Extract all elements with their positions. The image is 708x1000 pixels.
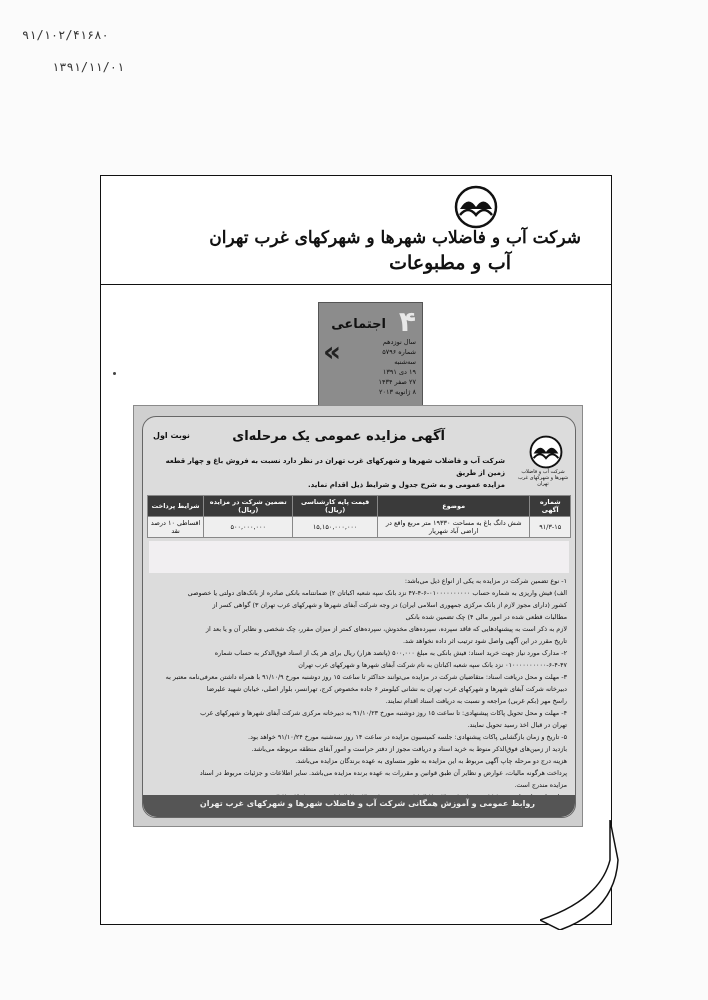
col-guarantee: تضمین شرکت در مزایده (ریال) <box>204 496 293 517</box>
intro-line: شرکت آب و فاضلاب شهرها و شهرکهای غرب تهران در نظر دارد نسبت به فروش باغ و چهار قطعه زمین از طریق <box>165 457 505 477</box>
body-line: ۲- مدارک مورد نیاز جهت خرید اسناد: فیش بانکی به مبلغ ۵۰۰,۰۰۰ (پانصد هزار) ریال برای هر یک از اسناد فوق‌الذکر به حساب شماره <box>214 649 567 657</box>
ad-footer <box>143 795 575 817</box>
ad-logo-caption: شرکت آب و فاضلاب شهرها و شهرکهای غرب تهران <box>517 469 569 487</box>
body-line: ۱- نوع تضمین شرکت در مزایده به یکی از انواع ذیل می‌باشد: <box>404 577 567 585</box>
body-line: هزینه درج دو مرحله چاپ آگهی مربوط به این مزایده به طور متساوی به عهده برندگان مزایده می‌باشد. <box>295 757 567 765</box>
company-name: شرکت آب و فاضلاب شهرها و شهرکهای غرب تهران <box>209 228 581 248</box>
body-line: دبیرخانه شرکت آبفای شهرها و شهرکهای غرب تهران به نشانی کیلومتر ۶ جاده مخصوص کرج، تهرانسر، بلوار اصلی، خیابان شهید علیرضا <box>206 685 567 693</box>
ad-conditions <box>151 575 567 803</box>
newspaper-section: اجتماعی <box>331 317 386 332</box>
water-waves-logo-icon <box>454 185 498 229</box>
cell-base-price: ۱۵,۱۵۰,۰۰۰,۰۰۰ <box>293 517 378 538</box>
letterhead <box>101 176 611 285</box>
col-subject: موضوع <box>377 496 529 517</box>
body-line: مزایده مندرج است. <box>514 781 567 789</box>
page-number: ۴ <box>398 305 416 338</box>
section-title: آب و مطبوعات <box>389 252 511 274</box>
page-curl <box>540 820 620 930</box>
info-line: سه‌شنبه <box>394 358 416 366</box>
body-line: پرداخت هرگونه مالیات، عوارض و نظایر آن طبق قوانین و مقررات به عهده برنده مزایده می‌باشد. سایر اطلاعات و جزئیات مربوط در اسناد <box>199 769 567 777</box>
body-line: لازم به ذکر است به پیشنهادهایی که فاقد سپرده، سپرده‌های مخدوش، سپرده‌های کمتر از میزان مقرر، چک شخصی و نظایر آن و یا بعد از <box>205 625 567 633</box>
body-line: ۴- مهلت و محل تحویل پاکات پیشنهادی: تا ساعت ۱۵ روز دوشنبه مورخ ۹۱/۱۰/۲۳ به دبیرخانه مرکزی شرکت آبفای شهرها و شهرکهای غرب <box>200 709 567 717</box>
cell-ad-number: ۹۱/۳-۱۵ <box>530 517 571 538</box>
body-line: ۰۱۰۰۰۰۰۰۰۰۰۰-۶-۴-۴۷ نزد بانک سپه شعبه اکباتان به نام شرکت آبفای شهرها و شهرکهای غرب تهران <box>298 661 567 669</box>
cell-payment-terms: اقساطی ۱۰ درصد نقد <box>148 517 204 538</box>
info-line: سال نوزدهم <box>382 338 416 346</box>
body-line: ۵- تاریخ و زمان بازگشایی پاکات پیشنهادی: جلسه کمیسیون مزایده در ساعت ۱۴ روز سه‌شنبه مورخ ۹۱/۱۰/۲۴ خواهد بود. <box>248 733 567 741</box>
ad-footer-text: روابط عمومی و آموزش همگانی شرکت آب و فاضلاب شهرها و شهرکهای غرب تهران <box>199 799 535 808</box>
body-line: تهران در قبال اخذ رسید تحویل نمایند. <box>467 721 567 729</box>
cell-subject: شش دانگ باغ به مساحت ۱۹۳۳۰ متر مربع واقع در اراضی آباد شهریار <box>377 517 529 538</box>
info-line: ۲۷ صفر ۱۴۳۴ <box>378 378 416 386</box>
ad-title: آگهی مزایده عمومی یک مرحله‌ای <box>232 429 445 444</box>
col-ad-number: شماره آگهی <box>530 496 571 517</box>
body-line: الف) فیش واریزی به شماره حساب ۰۱۰۰۰۰۰۰۰۰۰۰-۶-۴-۴۷ نزد بانک سپه شعبه اکباتان ۲) ضمانتنامه بانکی صادره از بانک‌های دولتی یا خصوصی <box>187 589 567 597</box>
info-line: شماره ۵۷۹۶ <box>382 348 416 356</box>
body-line: ۳- مهلت و محل دریافت اسناد: متقاضیان شرکت در مزایده می‌توانند حداکثر تا ساعت ۱۵ روز دوشنبه مورخ ۹۱/۱۰/۹ با همراه داشتن معرفی‌نامه معتبر به <box>165 673 567 681</box>
water-waves-logo-icon <box>527 435 565 469</box>
newspaper-info <box>379 337 416 397</box>
redacted-area <box>149 541 569 573</box>
speck <box>113 372 116 375</box>
col-base-price: قیمت پایه کارشناسی (ریال) <box>293 496 378 517</box>
auction-advertisement <box>133 405 583 827</box>
newspaper-masthead-clip <box>318 302 423 406</box>
body-line: تاریخ مقرر در این آگهی واصل شود ترتیب اثر داده نخواهد شد. <box>402 637 567 645</box>
double-chevron-icon: « <box>323 335 342 368</box>
cell-guarantee: ۵۰۰,۰۰۰,۰۰۰ <box>204 517 293 538</box>
table-row <box>148 517 571 538</box>
ad-panel <box>142 416 576 818</box>
col-payment-terms: شرایط پرداخت <box>148 496 204 517</box>
intro-line: مزایده عمومی و به شرح جدول و شرایط ذیل اقدام نماید. <box>308 481 505 489</box>
handwritten-date: ۱۳۹۱/۱۱/۰۱ <box>52 60 125 74</box>
body-line: بازدید از زمین‌های فوق‌الذکر منوط به خرید اسناد و دریافت مجوز از دفتر حراست و امور آبفای منطقه مربوطه می‌باشد. <box>251 745 567 753</box>
body-line: کشور (دارای مجوز لازم از بانک مرکزی جمهوری اسلامی ایران) در وجه شرکت آبفای شهرها و شهرکهای غرب تهران ۳) گواهی کسر از <box>212 601 567 609</box>
body-line: راسخ مهر (بکم غربی) مراجعه و نسبت به دریافت اسناد اقدام نمایند. <box>385 697 567 705</box>
auction-table <box>147 495 571 538</box>
handwritten-letter-number: ۹۱/۱۰۲/۴۱۶۸۰ <box>22 28 109 42</box>
body-line: مطالبات قطعی شده در امور مالی ۴) چک تضمین شده بانکی <box>405 613 567 621</box>
ad-round: نوبت اول <box>153 431 190 440</box>
ad-intro <box>155 455 505 491</box>
info-line: ۱۹ دی ۱۳۹۱ <box>382 368 416 376</box>
info-line: ۸ ژانویه ۲۰۱۳ <box>378 388 416 396</box>
